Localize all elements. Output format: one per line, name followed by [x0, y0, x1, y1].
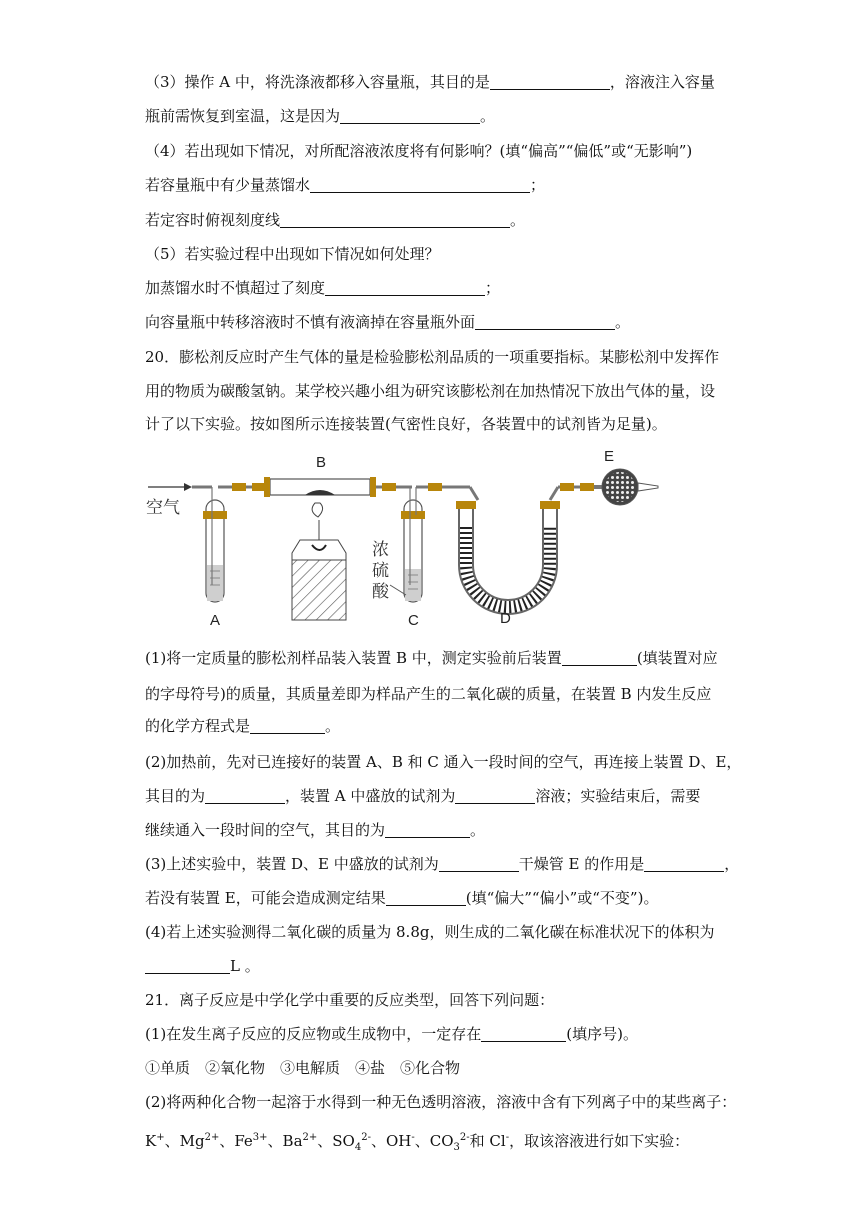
q19-part3-text: 瓶前需恢复到室温，这是因为	[145, 107, 341, 125]
ion: 、SO	[317, 1132, 355, 1150]
punctuation: ，	[724, 855, 740, 873]
answer-blank[interactable]	[145, 958, 230, 974]
ion: 、OH	[370, 1132, 412, 1150]
q21-part2-text: ，取该溶液进行如下实验：	[509, 1132, 690, 1150]
ion: 、Mg	[164, 1132, 205, 1150]
q20-part1-line3	[145, 716, 340, 736]
q20-part4-line2	[145, 956, 260, 976]
q20-part3-line2	[145, 888, 658, 908]
q20-part2-text: ，装置 A 中盛放的试剂为	[285, 787, 456, 805]
ion-charge: +	[156, 1132, 165, 1143]
q20-part3-text: 干燥管 E 的作用是	[518, 855, 645, 873]
q20-part2-line1: (2)加热前，先对已连接好的装置 A、B 和 C 通入一段时间的空气，再连接上装置 D、E，	[145, 753, 742, 771]
q20-intro-3: 计了以下实验。按如图所示连接装置(气密性良好，各装置中的试剂皆为足量)。	[145, 415, 667, 433]
acid-label-2: 硫	[372, 561, 389, 581]
label-c: C	[408, 612, 419, 629]
unit-label: L 。	[230, 957, 260, 975]
label-e: E	[604, 448, 615, 465]
answer-blank[interactable]	[280, 212, 510, 228]
q19-part4-prompt: （4）若出现如下情况，对所配溶液浓度将有何影响？(填“偏高”“偏低”或“无影响”)	[145, 142, 693, 160]
arrow-head-icon	[184, 483, 192, 491]
q20-part4-line1: (4)若上述实验测得二氧化碳的质量为 8.8g，则生成的二氧化碳在标准状况下的体积为	[145, 923, 715, 941]
q19-part4-b-text: 若定容时俯视刻度线	[145, 211, 281, 229]
label-a: A	[210, 612, 221, 629]
q20-part2-text: 继续通入一段时间的空气，其目的为	[145, 821, 386, 839]
q20-part1-text: 的化学方程式是	[145, 717, 251, 735]
reaction-tube-b	[264, 477, 376, 620]
q21-options: ①单质 ②氧化物 ③电解质 ④盐 ⑤化合物	[145, 1059, 461, 1077]
q20-part3-line1	[145, 854, 739, 874]
answer-blank[interactable]	[386, 890, 466, 906]
q21-part1-text: (1)在发生离子反应的反应物或生成物中，一定存在	[145, 1025, 482, 1043]
q21-part1	[145, 1024, 638, 1044]
punctuation: ；	[485, 279, 501, 297]
q19-part5-prompt: （5）若实验过程中出现如下情况如何处理？	[145, 245, 440, 263]
q19-part3-line1	[145, 72, 715, 92]
ion: K	[145, 1132, 157, 1150]
q20-part3-text: (填“偏大”“偏小”或“不变”)。	[465, 889, 659, 907]
q19-part3-line2	[145, 106, 495, 126]
q19-part4-a-text: 若容量瓶中有少量蒸馏水	[145, 176, 311, 194]
acid-label-1: 浓	[372, 540, 389, 560]
punctuation: 。	[325, 717, 341, 735]
punctuation: ；	[530, 176, 546, 194]
q21-part1-text: (填序号)。	[566, 1025, 638, 1043]
q20-part3-text: (3)上述实验中，装置 D、E 中盛放的试剂为	[145, 855, 439, 873]
q20-part3-text: 若没有装置 E，可能会造成测定结果	[145, 889, 386, 907]
label-d: D	[500, 610, 511, 627]
answer-blank[interactable]	[340, 108, 480, 124]
label-b: B	[316, 454, 327, 471]
ion-charge: 2+	[302, 1132, 318, 1143]
ion-charge: 2-	[459, 1132, 470, 1143]
q20-part1-text: (填装置对应	[636, 649, 718, 667]
punctuation: 。	[615, 313, 631, 331]
ion-subscript: 3	[453, 1142, 460, 1153]
q19-part4-b	[145, 210, 525, 230]
answer-blank[interactable]	[325, 280, 485, 296]
ion: 和 Cl	[469, 1132, 506, 1150]
q20-part2-text: 其目的为	[145, 787, 206, 805]
test-tube-c	[401, 487, 425, 602]
answer-blank[interactable]	[205, 788, 285, 804]
answer-blank[interactable]	[455, 788, 535, 804]
apparatus-diagram	[140, 445, 660, 630]
q19-part3-text: （3）操作 A 中，将洗涤液都移入容量瓶，其目的是	[145, 73, 490, 91]
punctuation: 。	[510, 211, 526, 229]
u-tube-d	[456, 501, 560, 607]
punctuation: 。	[470, 821, 486, 839]
q20-part1-line1	[145, 648, 718, 668]
ion: 、CO	[414, 1132, 454, 1150]
q20-part2-line3	[145, 820, 485, 840]
q21-intro: 21．离子反应是中学化学中重要的反应类型，回答下列问题：	[145, 991, 555, 1009]
q19-part5-a	[145, 278, 500, 298]
punctuation: 。	[480, 107, 496, 125]
ion-charge: 2-	[361, 1132, 371, 1143]
ion-charge: 3+	[252, 1132, 268, 1143]
ion: 、Ba	[267, 1132, 303, 1150]
answer-blank[interactable]	[644, 856, 724, 872]
q20-part1-text: (1)将一定质量的膨松剂样品装入装置 B 中，测定实验前后装置	[145, 649, 562, 667]
q19-part3-text: ，溶液注入容量	[609, 73, 715, 91]
answer-blank[interactable]	[481, 1026, 566, 1042]
test-tube-a	[192, 487, 227, 602]
answer-blank[interactable]	[385, 822, 470, 838]
ion-charge: -	[505, 1132, 510, 1143]
acid-label-3: 酸	[372, 582, 389, 602]
q20-intro-2: 用的物质为碳酸氢钠。某学校兴趣小组为研究该膨松剂在加热情况下放出气体的量，设	[145, 382, 716, 400]
q19-part5-b	[145, 312, 630, 332]
q21-part2: (2)将两种化合物一起溶于水得到一种无色透明溶液，溶液中含有下列离子中的某些离子：	[145, 1093, 737, 1111]
air-label: 空气	[146, 498, 180, 518]
ion-subscript: 4	[354, 1142, 362, 1153]
drying-tube-e	[594, 469, 658, 505]
q21-ion-list	[145, 1128, 689, 1158]
q19-part5-a-text: 加蒸馏水时不慎超过了刻度	[145, 279, 326, 297]
answer-blank[interactable]	[475, 314, 615, 330]
q19-part4-a	[145, 175, 545, 195]
answer-blank[interactable]	[439, 856, 519, 872]
answer-blank[interactable]	[490, 74, 610, 90]
answer-blank[interactable]	[250, 718, 325, 734]
ion-charge: 2+	[204, 1132, 220, 1143]
q20-part2-text: 溶液；实验结束后，需要	[535, 787, 701, 805]
ion-charge: -	[411, 1132, 415, 1143]
q20-part2-line2	[145, 786, 700, 806]
q20-intro-1: 20．膨松剂反应时产生气体的量是检验膨松剂品质的一项重要指标。某膨松剂中发挥作	[145, 348, 720, 366]
answer-blank[interactable]	[562, 650, 637, 666]
q19-part5-b-text: 向容量瓶中转移溶液时不慎有液滴掉在容量瓶外面	[145, 313, 476, 331]
answer-blank[interactable]	[310, 177, 530, 193]
ion: 、Fe	[219, 1132, 253, 1150]
q20-part1-line2: 的字母符号)的质量，其质量差即为样品产生的二氧化碳的质量，在装置 B 内发生反应	[145, 685, 712, 703]
